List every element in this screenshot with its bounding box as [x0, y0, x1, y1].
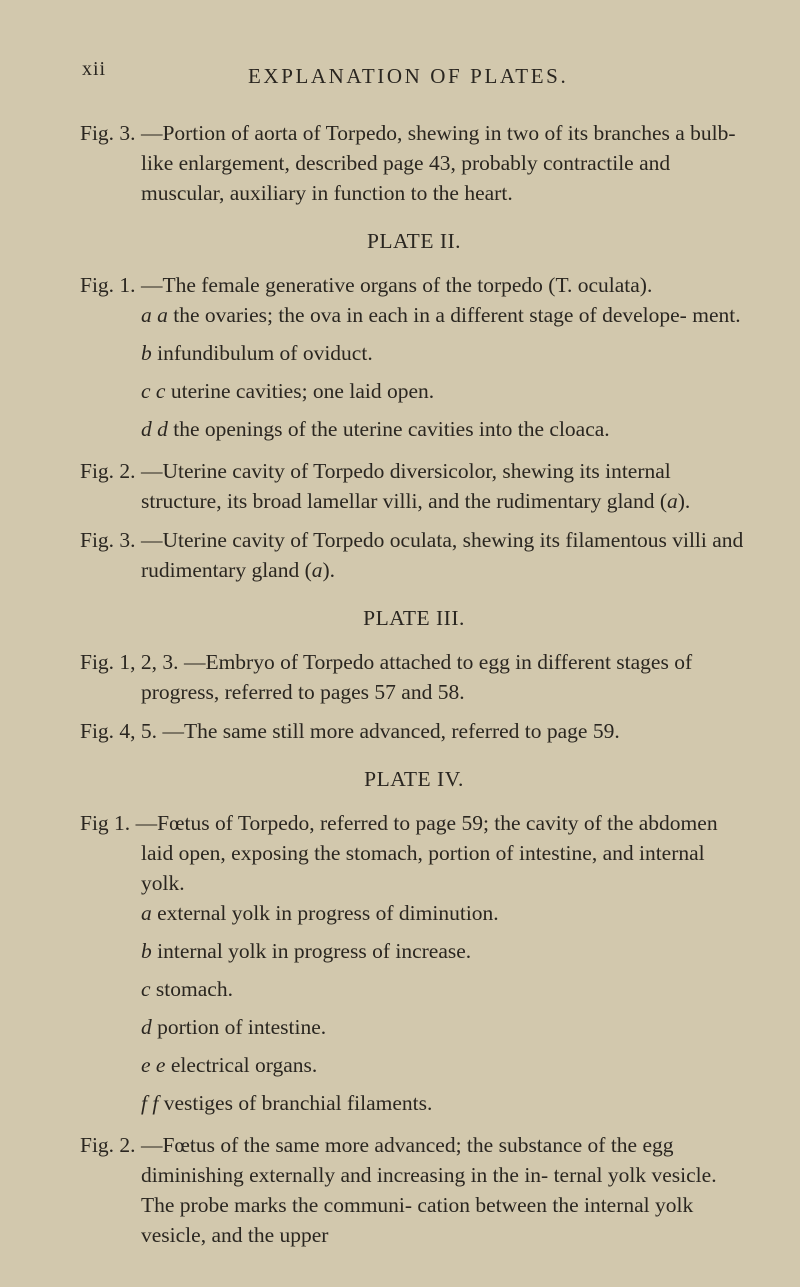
fig-text: —The female generative organs of the torpedo (T. oculata). [140, 273, 653, 297]
fig-text: —Embryo of Torpedo attached to egg in different stages of progress, referred to pages 57 and 58. [141, 650, 693, 704]
plate2-fig3-entry [80, 525, 748, 585]
legend-text: the openings of the uterine cavities into the cloaca. [173, 417, 610, 441]
legend-letter: a [141, 901, 152, 925]
plate3-fig123-entry [80, 647, 748, 707]
fig-text: —Fœtus of the same more advanced; the substance of the egg diminishing externally and increasing in the in- ternal yolk vesicle. The probe marks the communi- cation between the internal yolk vesicle, and the upper [140, 1133, 717, 1247]
legend-letter: f f [141, 1091, 159, 1115]
plate-4-heading: PLATE IV. [364, 767, 464, 791]
legend-item [80, 300, 748, 330]
page-body [80, 118, 748, 1250]
legend-item [80, 1012, 748, 1042]
fig-tail: ). [322, 558, 336, 582]
legend-letter: e e [141, 1053, 166, 1077]
legend-letter: d [141, 1015, 152, 1039]
legend-text: electrical organs. [170, 1053, 318, 1077]
plate2-fig1-entry [80, 270, 748, 300]
legend-letter: b [141, 939, 152, 963]
page-header [0, 58, 800, 98]
legend-letter: d d [141, 417, 168, 441]
plate1-fig3-entry [80, 118, 748, 208]
legend-letter: a a [141, 303, 168, 327]
fig-label: Fig. 1, 2, 3. [80, 650, 179, 674]
legend-item [80, 974, 748, 1004]
fig-letter: a [311, 558, 323, 582]
fig-tail: ). [677, 489, 691, 513]
fig-label: Fig. 1. [80, 273, 136, 297]
fig-text: —Portion of aorta of Torpedo, shewing in two of its branches a bulb-like enlargement, described page 43, probably contractile and muscular, auxiliary in function to the heart. [140, 121, 736, 205]
fig-label: Fig. 4, 5. [80, 719, 158, 743]
plate4-fig2-entry [80, 1130, 748, 1250]
fig-label: Fig. 2. [80, 1133, 136, 1157]
legend-letter: c c [141, 379, 166, 403]
fig-label: Fig. 2. [80, 459, 136, 483]
fig-label: Fig 1. [80, 811, 131, 835]
plate2-fig2-entry [80, 456, 748, 516]
fig-label: Fig. 3. [80, 121, 136, 145]
legend-text: vestiges of branchial filaments. [163, 1091, 433, 1115]
fig-label: Fig. 3. [80, 528, 136, 552]
legend-text: stomach. [155, 977, 233, 1001]
legend-letter: c [141, 977, 151, 1001]
legend-item [80, 898, 748, 928]
plate-3-heading: PLATE III. [363, 606, 465, 630]
legend-item [80, 414, 748, 444]
running-head: EXPLANATION OF PLATES. [248, 64, 569, 88]
fig-text: —The same still more advanced, referred to page 59. [162, 719, 620, 743]
plate-2-heading: PLATE II. [366, 229, 462, 253]
page-number: xii [82, 58, 107, 80]
fig-text: —Fœtus of Torpedo, referred to page 59; the cavity of the abdomen laid open, exposing the stomach, portion of intestine, and internal yolk. [135, 811, 718, 895]
legend-item [80, 1088, 748, 1118]
legend-item [80, 376, 748, 406]
legend-item [80, 936, 748, 966]
legend-text: portion of intestine. [157, 1015, 327, 1039]
fig-letter: a [667, 489, 678, 513]
plate4-fig1-entry [80, 808, 748, 898]
legend-text: the ovaries; the ova in each in a different stage of develope- ment. [173, 303, 741, 327]
legend-letter: b [141, 341, 152, 365]
legend-item [80, 338, 748, 368]
legend-text: internal yolk in progress of increase. [157, 939, 472, 963]
plate3-fig45-entry [80, 716, 748, 746]
legend-text: external yolk in progress of diminution. [157, 901, 499, 925]
legend-item [80, 1050, 748, 1080]
legend-text: infundibulum of oviduct. [157, 341, 373, 365]
legend-text: uterine cavities; one laid open. [170, 379, 435, 403]
fig-text: —Uterine cavity of Torpedo diversicolor, shewing its internal structure, its broad lamellar villi, and the rudimentary gland ( [140, 459, 671, 513]
fig-text: —Uterine cavity of Torpedo oculata, shewing its filamentous villi and rudimentary gland ( [140, 528, 744, 582]
